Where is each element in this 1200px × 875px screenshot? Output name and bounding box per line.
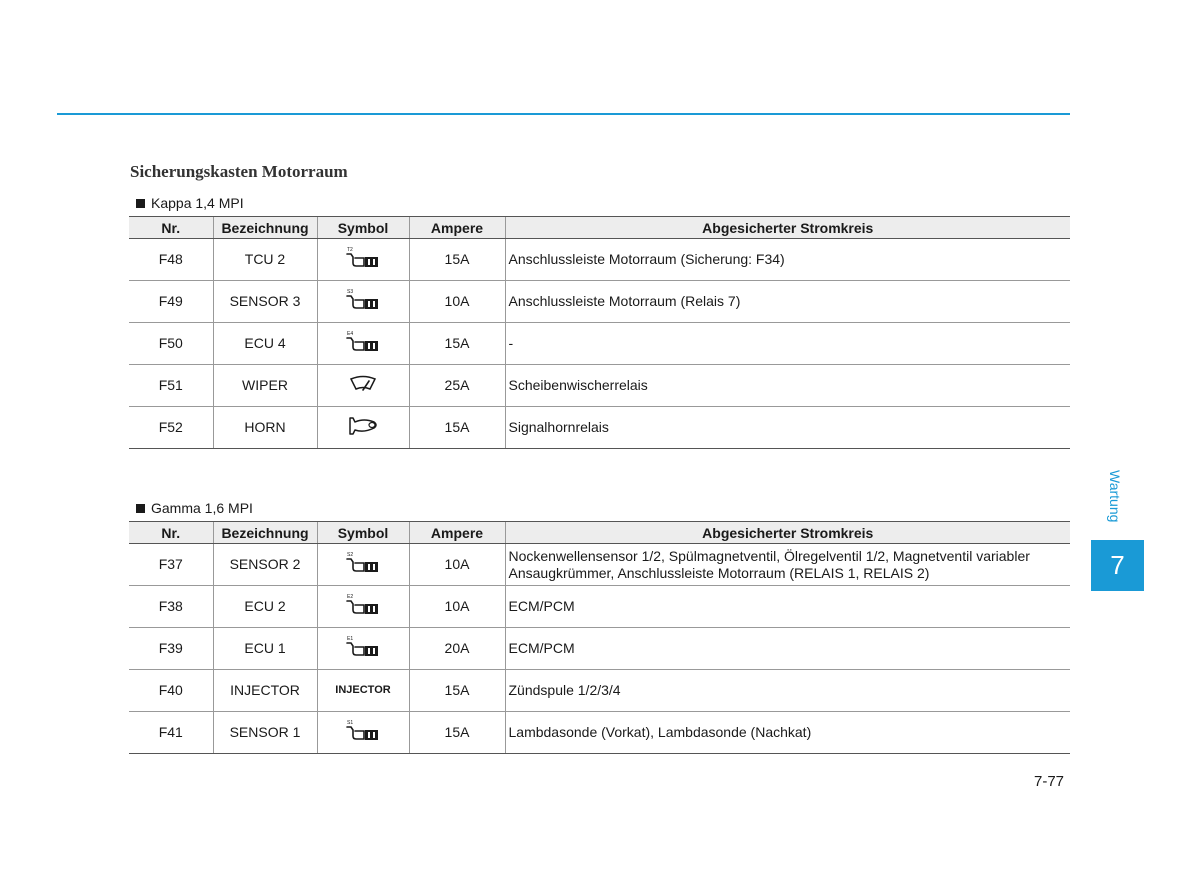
cell-nr: F38: [129, 586, 213, 628]
table-row: [129, 365, 1070, 407]
symbol-text-label: INJECTOR: [335, 684, 391, 697]
cell-bezeichnung: INJECTOR: [213, 670, 317, 712]
header-nr: Nr.: [129, 522, 213, 544]
cell-stromkreis: ECM/PCM: [505, 628, 1070, 670]
engine-relay-icon: [343, 634, 383, 664]
cell-ampere: 25A: [409, 365, 505, 407]
cell-stromkreis: Signalhornrelais: [505, 407, 1070, 449]
cell-bezeichnung: SENSOR 1: [213, 712, 317, 754]
bullet-square-icon: [136, 504, 145, 513]
page-number: 7-77: [1034, 773, 1065, 790]
cell-nr: F50: [129, 323, 213, 365]
cell-symbol: [317, 544, 409, 586]
subtitle-text: Gamma 1,6 MPI: [151, 500, 253, 516]
wiper-icon: [348, 373, 378, 399]
table-subtitle-gamma: [136, 500, 253, 516]
cell-stromkreis: Nockenwellensensor 1/2, Spülmagnetventil, Ölregelventil 1/2, Magnetventil variabler Ansaugkrümmer, Anschlussleiste Motorraum (RELAIS 1, RELAIS 2): [505, 544, 1070, 586]
engine-relay-icon: [343, 329, 383, 359]
engine-relay-icon: [343, 592, 383, 622]
cell-ampere: 15A: [409, 239, 505, 281]
table-row: [129, 628, 1070, 670]
engine-relay-icon: [343, 718, 383, 748]
cell-nr: F39: [129, 628, 213, 670]
cell-nr: F41: [129, 712, 213, 754]
cell-symbol: [317, 365, 409, 407]
cell-nr: F48: [129, 239, 213, 281]
cell-symbol: [317, 239, 409, 281]
engine-relay-icon: [343, 287, 383, 317]
chapter-side-label: Wartung: [1107, 470, 1123, 523]
cell-ampere: 10A: [409, 544, 505, 586]
engine-relay-icon: [343, 245, 383, 275]
horn-icon: [346, 414, 380, 442]
cell-ampere: 15A: [409, 712, 505, 754]
table-row: [129, 712, 1070, 754]
table-row: [129, 239, 1070, 281]
cell-symbol: [317, 586, 409, 628]
cell-stromkreis: Anschlussleiste Motorraum (Sicherung: F34): [505, 239, 1070, 281]
cell-symbol: [317, 323, 409, 365]
symbol-code: S3: [347, 288, 354, 295]
table-row: [129, 407, 1070, 449]
header-symbol: Symbol: [317, 217, 409, 239]
cell-ampere: 15A: [409, 407, 505, 449]
section-title: Sicherungskasten Motorraum: [130, 162, 348, 181]
table-row: [129, 586, 1070, 628]
cell-bezeichnung: HORN: [213, 407, 317, 449]
cell-nr: F51: [129, 365, 213, 407]
cell-ampere: 10A: [409, 586, 505, 628]
table-subtitle-kappa: [136, 195, 244, 211]
cell-stromkreis: ECM/PCM: [505, 586, 1070, 628]
cell-symbol: [317, 670, 409, 712]
header-bezeichnung: Bezeichnung: [213, 522, 317, 544]
cell-symbol: [317, 628, 409, 670]
cell-bezeichnung: SENSOR 2: [213, 544, 317, 586]
symbol-code: E4: [347, 330, 354, 337]
symbol-code: S1: [347, 719, 354, 726]
table-row: [129, 323, 1070, 365]
header-nr: Nr.: [129, 217, 213, 239]
cell-nr: F49: [129, 281, 213, 323]
cell-nr: F52: [129, 407, 213, 449]
cell-nr: F37: [129, 544, 213, 586]
symbol-code: E1: [347, 635, 354, 642]
cell-bezeichnung: SENSOR 3: [213, 281, 317, 323]
table-header-row: [129, 522, 1070, 544]
engine-relay-icon: [343, 550, 383, 580]
cell-bezeichnung: ECU 2: [213, 586, 317, 628]
chapter-tab: [1091, 540, 1144, 591]
chapter-number: 7: [1110, 550, 1125, 580]
cell-ampere: 20A: [409, 628, 505, 670]
table-row: [129, 281, 1070, 323]
symbol-code: E2: [347, 593, 354, 600]
symbol-code: T2: [347, 246, 353, 253]
cell-nr: F40: [129, 670, 213, 712]
cell-bezeichnung: ECU 1: [213, 628, 317, 670]
cell-bezeichnung: WIPER: [213, 365, 317, 407]
cell-stromkreis: Anschlussleiste Motorraum (Relais 7): [505, 281, 1070, 323]
subtitle-text: Kappa 1,4 MPI: [151, 195, 244, 211]
table-row: [129, 670, 1070, 712]
cell-ampere: 15A: [409, 670, 505, 712]
cell-symbol: [317, 281, 409, 323]
bullet-square-icon: [136, 199, 145, 208]
table-row: [129, 544, 1070, 586]
fuse-table-gamma: [129, 521, 1070, 754]
header-stromkreis: Abgesicherter Stromkreis: [505, 522, 1070, 544]
cell-bezeichnung: TCU 2: [213, 239, 317, 281]
cell-ampere: 15A: [409, 323, 505, 365]
cell-bezeichnung: ECU 4: [213, 323, 317, 365]
header-ampere: Ampere: [409, 522, 505, 544]
header-bezeichnung: Bezeichnung: [213, 217, 317, 239]
cell-stromkreis: Scheibenwischerrelais: [505, 365, 1070, 407]
cell-ampere: 10A: [409, 281, 505, 323]
header-ampere: Ampere: [409, 217, 505, 239]
cell-stromkreis: -: [505, 323, 1070, 365]
cell-symbol: [317, 712, 409, 754]
fuse-table-kappa: [129, 216, 1070, 449]
symbol-code: S2: [347, 551, 354, 558]
cell-stromkreis: Lambdasonde (Vorkat), Lambdasonde (Nachkat): [505, 712, 1070, 754]
header-stromkreis: Abgesicherter Stromkreis: [505, 217, 1070, 239]
top-rule: [57, 113, 1070, 115]
cell-stromkreis: Zündspule 1/2/3/4: [505, 670, 1070, 712]
header-symbol: Symbol: [317, 522, 409, 544]
table-header-row: [129, 217, 1070, 239]
cell-symbol: [317, 407, 409, 449]
